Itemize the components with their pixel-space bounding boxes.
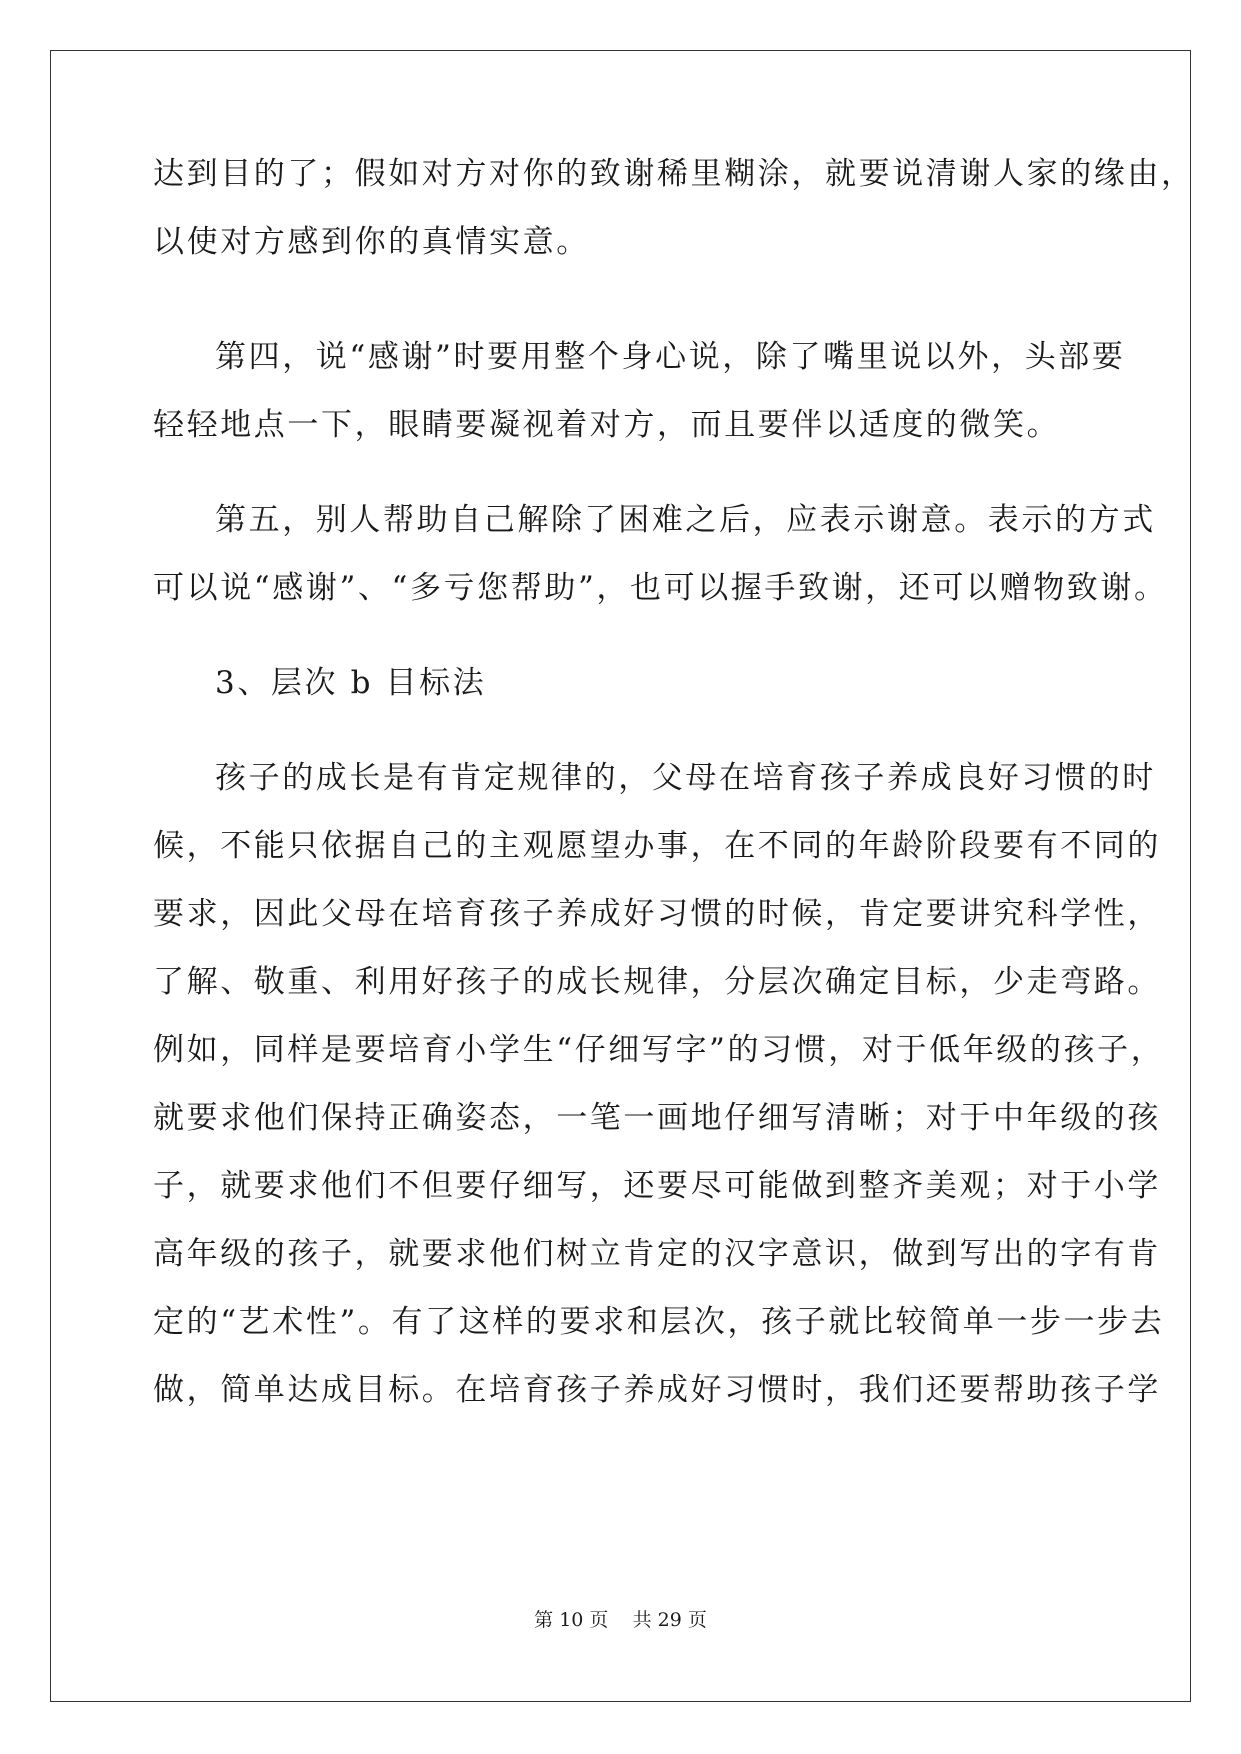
text-line: 了解、敬重、利用好孩子的成长规律，分层次确定目标，少走弯路。 <box>153 964 1161 1000</box>
text-line: 孩子的成长是有肯定规律的，父母在培育孩子养成良好习惯的时 <box>215 760 1156 796</box>
text-line: 可以说“感谢”、“多亏您帮助”，也可以握手致谢，还可以赠物致谢。 <box>153 570 1168 606</box>
text-line: 以使对方感到你的真情实意。 <box>153 224 590 260</box>
text-line: 第五，别人帮助自己解除了困难之后，应表示谢意。表示的方式 <box>215 502 1156 538</box>
text-line: 轻轻地点一下，眼睛要凝视着对方，而且要伴以适度的微笑。 <box>153 407 1061 443</box>
page-border <box>50 50 1191 1702</box>
text-line: 要求，因此父母在培育孩子养成好习惯的时候，肯定要讲究科学性， <box>153 896 1161 932</box>
text-line: 高年级的孩子，就要求他们树立肯定的汉字意识，做到写出的字有肯 <box>153 1236 1161 1272</box>
text-line: 达到目的了；假如对方对你的致谢稀里糊涂，就要说清谢人家的缘由， <box>153 156 1195 192</box>
text-line: 候，不能只依据自己的主观愿望办事，在不同的年龄阶段要有不同的 <box>153 828 1161 864</box>
section-heading: 3、层次 b 目标法 <box>215 665 487 701</box>
text-line: 例如，同样是要培育小学生“仔细写字”的习惯，对于低年级的孩子， <box>153 1032 1165 1068</box>
page-number-footer: 第 10 页 共 29 页 <box>534 1609 707 1631</box>
text-line: 做，简单达成目标。在培育孩子养成好习惯时，我们还要帮助孩子学 <box>153 1372 1161 1408</box>
text-line: 就要求他们保持正确姿态，一笔一画地仔细写清晰；对于中年级的孩 <box>153 1100 1161 1136</box>
text-line: 子，就要求他们不但要仔细写，还要尽可能做到整齐美观；对于小学 <box>153 1168 1161 1204</box>
text-line: 第四，说“感谢”时要用整个身心说，除了嘴里说以外，头部要 <box>215 339 1126 375</box>
text-line: 定的“艺术性”。有了这样的要求和层次，孩子就比较简单一步一步去 <box>153 1304 1165 1340</box>
